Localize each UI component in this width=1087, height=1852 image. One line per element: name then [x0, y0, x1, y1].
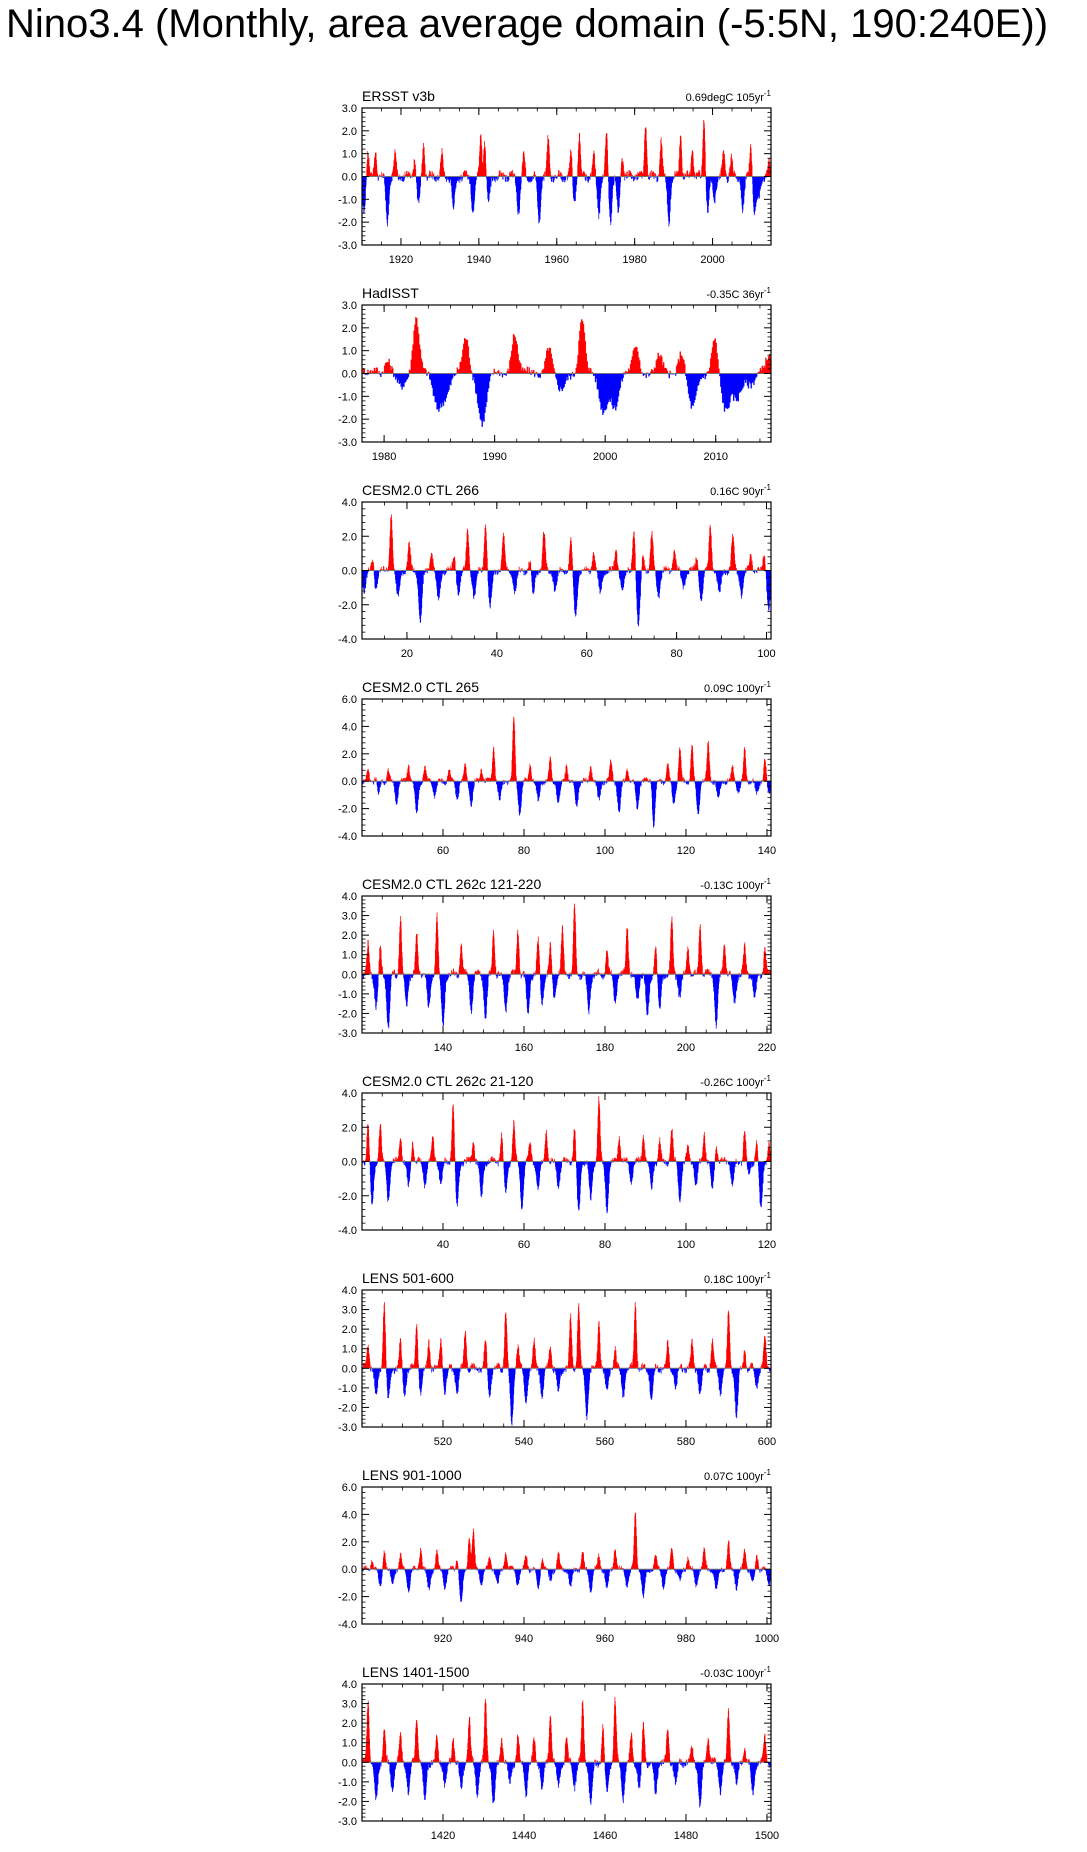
panel-label: LENS 501-600 — [362, 1270, 454, 1286]
x-tick-label: 1000 — [754, 1633, 780, 1645]
panel-stat — [710, 483, 771, 498]
negative-anomaly-bars — [362, 1162, 766, 1214]
y-tick-label: 4.0 — [341, 721, 357, 734]
y-tick-label: -2.0 — [338, 1402, 357, 1415]
y-tick-label: 2.0 — [341, 930, 357, 943]
panel-stat — [706, 286, 771, 301]
y-tick-label: 6.0 — [341, 694, 357, 706]
y-tick-label: 1.0 — [341, 1343, 357, 1356]
panel-stat-exponent: -1 — [763, 877, 771, 886]
x-tick-label: 60 — [580, 648, 593, 660]
panel-stat — [704, 680, 772, 695]
panel-label: LENS 901-1000 — [362, 1467, 462, 1483]
negative-anomaly-bars — [362, 781, 771, 827]
panel-stat-exponent: -1 — [763, 1271, 771, 1280]
y-tick-label: 3.0 — [341, 300, 357, 312]
negative-anomaly-bars — [362, 177, 766, 227]
x-tick-label: 980 — [676, 1633, 696, 1645]
y-tick-label: 4.0 — [341, 1509, 357, 1522]
panel-stat-exponent: -1 — [763, 483, 771, 492]
x-tick-label: 520 — [433, 1436, 453, 1448]
x-tick-label: 100 — [757, 648, 776, 660]
positive-anomaly-bars — [363, 1513, 766, 1569]
y-tick-label: -2.0 — [338, 1591, 357, 1604]
negative-anomaly-bars — [362, 571, 771, 627]
x-tick-label: 960 — [595, 1633, 615, 1645]
panel-stat-main: 0.69degC 105yr — [685, 92, 764, 104]
x-tick-label: 40 — [436, 1239, 450, 1251]
y-tick-label: 2.0 — [341, 531, 357, 544]
panel-stat-exponent: -1 — [763, 1074, 771, 1083]
y-tick-label: -2.0 — [338, 414, 357, 427]
panel-stat-exponent: -1 — [763, 286, 771, 295]
panel-label: HadISST — [362, 285, 419, 301]
positive-anomaly-bars — [362, 1697, 771, 1762]
y-tick-label: 6.0 — [341, 1482, 357, 1494]
x-tick-label: 1990 — [482, 451, 507, 463]
panel-4 — [338, 679, 776, 857]
x-tick-label: 20 — [400, 648, 414, 660]
x-tick-label: 140 — [433, 1042, 453, 1054]
panel-label: CESM2.0 CTL 262c 21-120 — [362, 1073, 534, 1089]
y-tick-label: -1.0 — [338, 194, 357, 207]
panel-6 — [338, 1073, 776, 1251]
y-tick-label: -3.0 — [338, 1028, 357, 1040]
y-tick-label: 4.0 — [341, 1679, 357, 1691]
y-tick-label: 0.0 — [341, 1564, 357, 1577]
y-tick-label: 2.0 — [341, 1122, 357, 1135]
panel-8 — [338, 1467, 779, 1645]
x-tick-label: 180 — [595, 1042, 615, 1054]
y-tick-label: -1.0 — [338, 1776, 357, 1789]
x-tick-label: 940 — [514, 1633, 534, 1645]
x-tick-label: 2000 — [592, 451, 618, 463]
y-tick-label: 2.0 — [341, 1536, 357, 1549]
x-tick-label: 140 — [757, 845, 777, 857]
x-tick-label: 200 — [676, 1042, 696, 1054]
y-tick-label: -4.0 — [338, 1225, 357, 1237]
x-tick-label: 100 — [676, 1239, 696, 1251]
x-tick-label: 1480 — [673, 1830, 699, 1842]
y-tick-label: 0.0 — [341, 565, 357, 578]
x-tick-label: 1960 — [544, 254, 570, 266]
plot-frame — [362, 1487, 771, 1624]
y-tick-label: 4.0 — [341, 1088, 357, 1100]
x-tick-label: 100 — [595, 845, 615, 857]
negative-anomaly-bars — [362, 1569, 771, 1602]
panel-stat — [700, 1665, 771, 1680]
y-tick-label: 2.0 — [341, 1718, 357, 1731]
panel-2 — [338, 285, 772, 463]
x-tick-label: 1500 — [754, 1830, 780, 1842]
positive-anomaly-bars — [363, 317, 771, 373]
y-tick-label: 2.0 — [341, 1324, 357, 1337]
y-tick-label: -3.0 — [338, 437, 357, 449]
panel-9 — [338, 1664, 779, 1842]
positive-anomaly-bars — [367, 120, 771, 176]
y-tick-label: 1.0 — [341, 345, 357, 358]
positive-anomaly-bars — [368, 515, 765, 571]
x-tick-label: 1440 — [511, 1830, 537, 1842]
panel-label: CESM2.0 CTL 265 — [362, 679, 479, 695]
x-tick-label: 1460 — [592, 1830, 618, 1842]
x-tick-label: 60 — [517, 1239, 531, 1251]
panel-stat-main: 0.18C 100yr — [703, 1274, 764, 1286]
y-tick-label: 1.0 — [341, 949, 357, 962]
y-tick-label: -1.0 — [338, 391, 357, 404]
y-tick-label: 0.0 — [341, 368, 357, 381]
panel-7 — [338, 1270, 776, 1448]
negative-anomaly-bars — [362, 374, 757, 427]
panel-5 — [338, 876, 776, 1054]
y-tick-label: 0.0 — [341, 776, 357, 789]
positive-anomaly-bars — [363, 717, 767, 781]
panel-label: ERSST v3b — [362, 88, 435, 104]
y-tick-label: -3.0 — [338, 1816, 357, 1828]
panel-stat — [704, 1271, 772, 1286]
y-tick-label: -4.0 — [338, 1619, 357, 1631]
y-tick-label: -2.0 — [338, 1190, 357, 1203]
panel-stat — [686, 89, 772, 104]
x-tick-label: 560 — [595, 1436, 615, 1448]
x-tick-label: 1980 — [371, 451, 397, 463]
x-tick-label: 160 — [514, 1042, 534, 1054]
x-tick-label: 600 — [757, 1436, 777, 1448]
y-tick-label: 0.0 — [341, 1363, 357, 1376]
panel-stat-main: -0.26C 100yr — [700, 1077, 764, 1089]
y-tick-label: 0.0 — [341, 1156, 357, 1169]
panel-stat — [700, 877, 771, 892]
panel-label: CESM2.0 CTL 266 — [362, 482, 479, 498]
figure-title: Nino3.4 (Monthly, area average domain (-5:5N, 190:240E)) — [6, 2, 1049, 46]
y-tick-label: 0.0 — [341, 171, 357, 184]
x-tick-label: 60 — [436, 845, 450, 857]
panel-stat-exponent: -1 — [763, 1665, 771, 1674]
x-tick-label: 580 — [676, 1436, 696, 1448]
y-tick-label: -3.0 — [338, 1422, 357, 1434]
y-tick-label: -2.0 — [338, 1796, 357, 1809]
y-tick-label: -1.0 — [338, 988, 357, 1001]
negative-anomaly-bars — [362, 974, 762, 1028]
y-tick-label: 0.0 — [341, 969, 357, 982]
positive-anomaly-bars — [363, 1096, 771, 1161]
x-tick-label: 120 — [757, 1239, 777, 1251]
x-tick-label: 1420 — [430, 1830, 456, 1842]
y-tick-label: 1.0 — [341, 148, 357, 161]
panel-stat-main: -0.03C 100yr — [700, 1668, 764, 1680]
y-tick-label: -3.0 — [338, 240, 357, 252]
x-tick-label: 80 — [598, 1239, 612, 1251]
panel-stat-main: 0.07C 100yr — [703, 1471, 764, 1483]
y-tick-label: 2.0 — [341, 322, 357, 335]
positive-anomaly-bars — [362, 1302, 769, 1368]
panel-stat-exponent: -1 — [763, 680, 771, 689]
y-tick-label: 3.0 — [341, 1304, 357, 1317]
x-tick-label: 120 — [676, 845, 696, 857]
panel-stat-exponent: -1 — [763, 89, 771, 98]
y-tick-label: 0.0 — [341, 1757, 357, 1770]
plot-frame — [362, 1290, 771, 1427]
panel-stat — [700, 1074, 771, 1089]
x-tick-label: 40 — [490, 648, 503, 660]
y-tick-label: -1.0 — [338, 1382, 357, 1395]
y-tick-label: -4.0 — [338, 634, 357, 646]
panel-stat-exponent: -1 — [763, 1468, 771, 1477]
y-tick-label: -4.0 — [338, 831, 357, 843]
y-tick-label: -2.0 — [338, 803, 357, 816]
panel-label: LENS 1401-1500 — [362, 1664, 470, 1680]
y-tick-label: -2.0 — [338, 1008, 357, 1021]
panel-stat-main: -0.35C 36yr — [706, 289, 764, 301]
positive-anomaly-bars — [364, 904, 771, 974]
panel-stat-main: 0.16C 90yr — [710, 486, 764, 498]
y-tick-label: 4.0 — [341, 497, 357, 509]
y-tick-label: 3.0 — [341, 103, 357, 115]
y-tick-label: -2.0 — [338, 217, 357, 230]
y-tick-label: 2.0 — [341, 748, 357, 761]
panel-stat-main: -0.13C 100yr — [700, 880, 764, 892]
x-tick-label: 1980 — [622, 254, 647, 266]
y-tick-label: 3.0 — [341, 1698, 357, 1711]
panel-stat — [704, 1468, 772, 1483]
x-tick-label: 1940 — [466, 254, 492, 266]
plot-frame — [362, 896, 771, 1033]
panel-3 — [338, 482, 776, 660]
x-tick-label: 2010 — [703, 451, 728, 463]
x-tick-label: 2000 — [700, 254, 725, 266]
negative-anomaly-bars — [371, 1762, 771, 1807]
panel-1 — [338, 88, 772, 266]
x-tick-label: 80 — [517, 845, 531, 857]
x-tick-label: 920 — [433, 1633, 453, 1645]
x-tick-label: 1920 — [388, 254, 414, 266]
y-tick-label: 4.0 — [341, 891, 357, 903]
panel-label: CESM2.0 CTL 262c 121-220 — [362, 876, 542, 892]
y-tick-label: 3.0 — [341, 910, 357, 923]
y-tick-label: 4.0 — [341, 1285, 357, 1297]
panel-stat-main: 0.09C 100yr — [703, 683, 764, 695]
x-tick-label: 80 — [670, 648, 683, 660]
y-tick-label: 1.0 — [341, 1737, 357, 1750]
x-tick-label: 220 — [757, 1042, 777, 1054]
negative-anomaly-bars — [362, 1368, 771, 1425]
y-tick-label: -2.0 — [338, 599, 357, 612]
y-tick-label: 2.0 — [341, 125, 357, 138]
x-tick-label: 540 — [514, 1436, 534, 1448]
